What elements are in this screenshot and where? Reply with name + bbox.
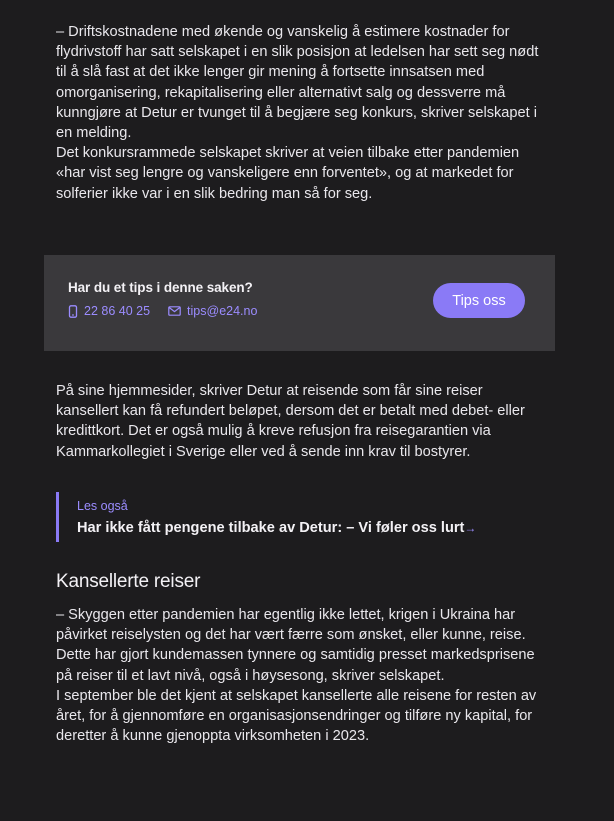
arrow-right-icon: →	[464, 521, 477, 535]
mail-icon	[168, 306, 181, 316]
section-heading: Kansellerte reiser	[56, 571, 201, 592]
read-also-link-text: Har ikke fått pengene tilbake av Detur: – Vi føler oss lurt	[77, 520, 465, 536]
read-also-link[interactable]	[77, 520, 476, 536]
article-paragraph: Det konkursrammede selskapet skriver at veien tilbake etter pandemien «har vist seg lengre og vanskeligere enn forventet», og at markedet for solferier ikke var i en slik bedring man så for seg.	[56, 145, 520, 202]
tips-email-link[interactable]	[168, 304, 257, 318]
article-paragraph: – Skyggen etter pandemien har egentlig ikke lettet, krigen i Ukraina har påvirket reiselysten og det har vært færre som ønsket, eller kunne, reise. Dette har gjort kundemassen tynnere og samtidig presset markedsprisene på reiser til et lavt nivå, også i høysesong, skriver selskapet.	[56, 607, 535, 684]
tips-box	[44, 255, 555, 351]
article-paragraph: På sine hjemmesider, skriver Detur at reisende som får sine reiser kansellert kan få refundert beløpet, dersom det er betalt med debet- eller kredittkort. Det er også mulig å kreve refusjon fra reisegarantien via Kammarkollegiet i Sverige eller ved å sende inn krav til bostyrer.	[56, 383, 525, 460]
article-body-middle	[56, 381, 548, 462]
tips-email: tips@e24.no	[187, 304, 258, 318]
article-body-top	[56, 22, 548, 204]
tips-title: Har du et tips i denne saken?	[68, 280, 253, 295]
article-paragraph: – Driftskostnadene med økende og vanskelig å estimere kostnader for flydrivstoff har satt selskapet i en slik posisjon at ledelsen har sett seg nødt til å slå fast at det ikke lenger gir mening å fortsette innsatsen med omorganisering, rekapitalisering eller alternativt salg og dessverre må kunngjøre at Detur er tvunget til å begjære seg konkurs, skriver selskapet i en melding.	[56, 24, 539, 142]
tips-phone-link[interactable]	[68, 304, 150, 318]
tips-phone: 22 86 40 25	[84, 304, 151, 318]
article-paragraph: I september ble det kjent at selskapet kansellerte alle reisene for resten av året, for å gjennomføre en organisasjonsendringer og tilføre ny kapital, for deretter å kunne gjenoppta virksomheten i 2023.	[56, 687, 537, 745]
article-body-bottom	[56, 605, 548, 746]
read-also-label: Les også	[77, 499, 128, 513]
phone-icon	[68, 305, 78, 318]
tips-contacts	[68, 304, 257, 318]
read-also-box	[56, 492, 551, 542]
tips-oss-button[interactable]: Tips oss	[433, 283, 525, 318]
